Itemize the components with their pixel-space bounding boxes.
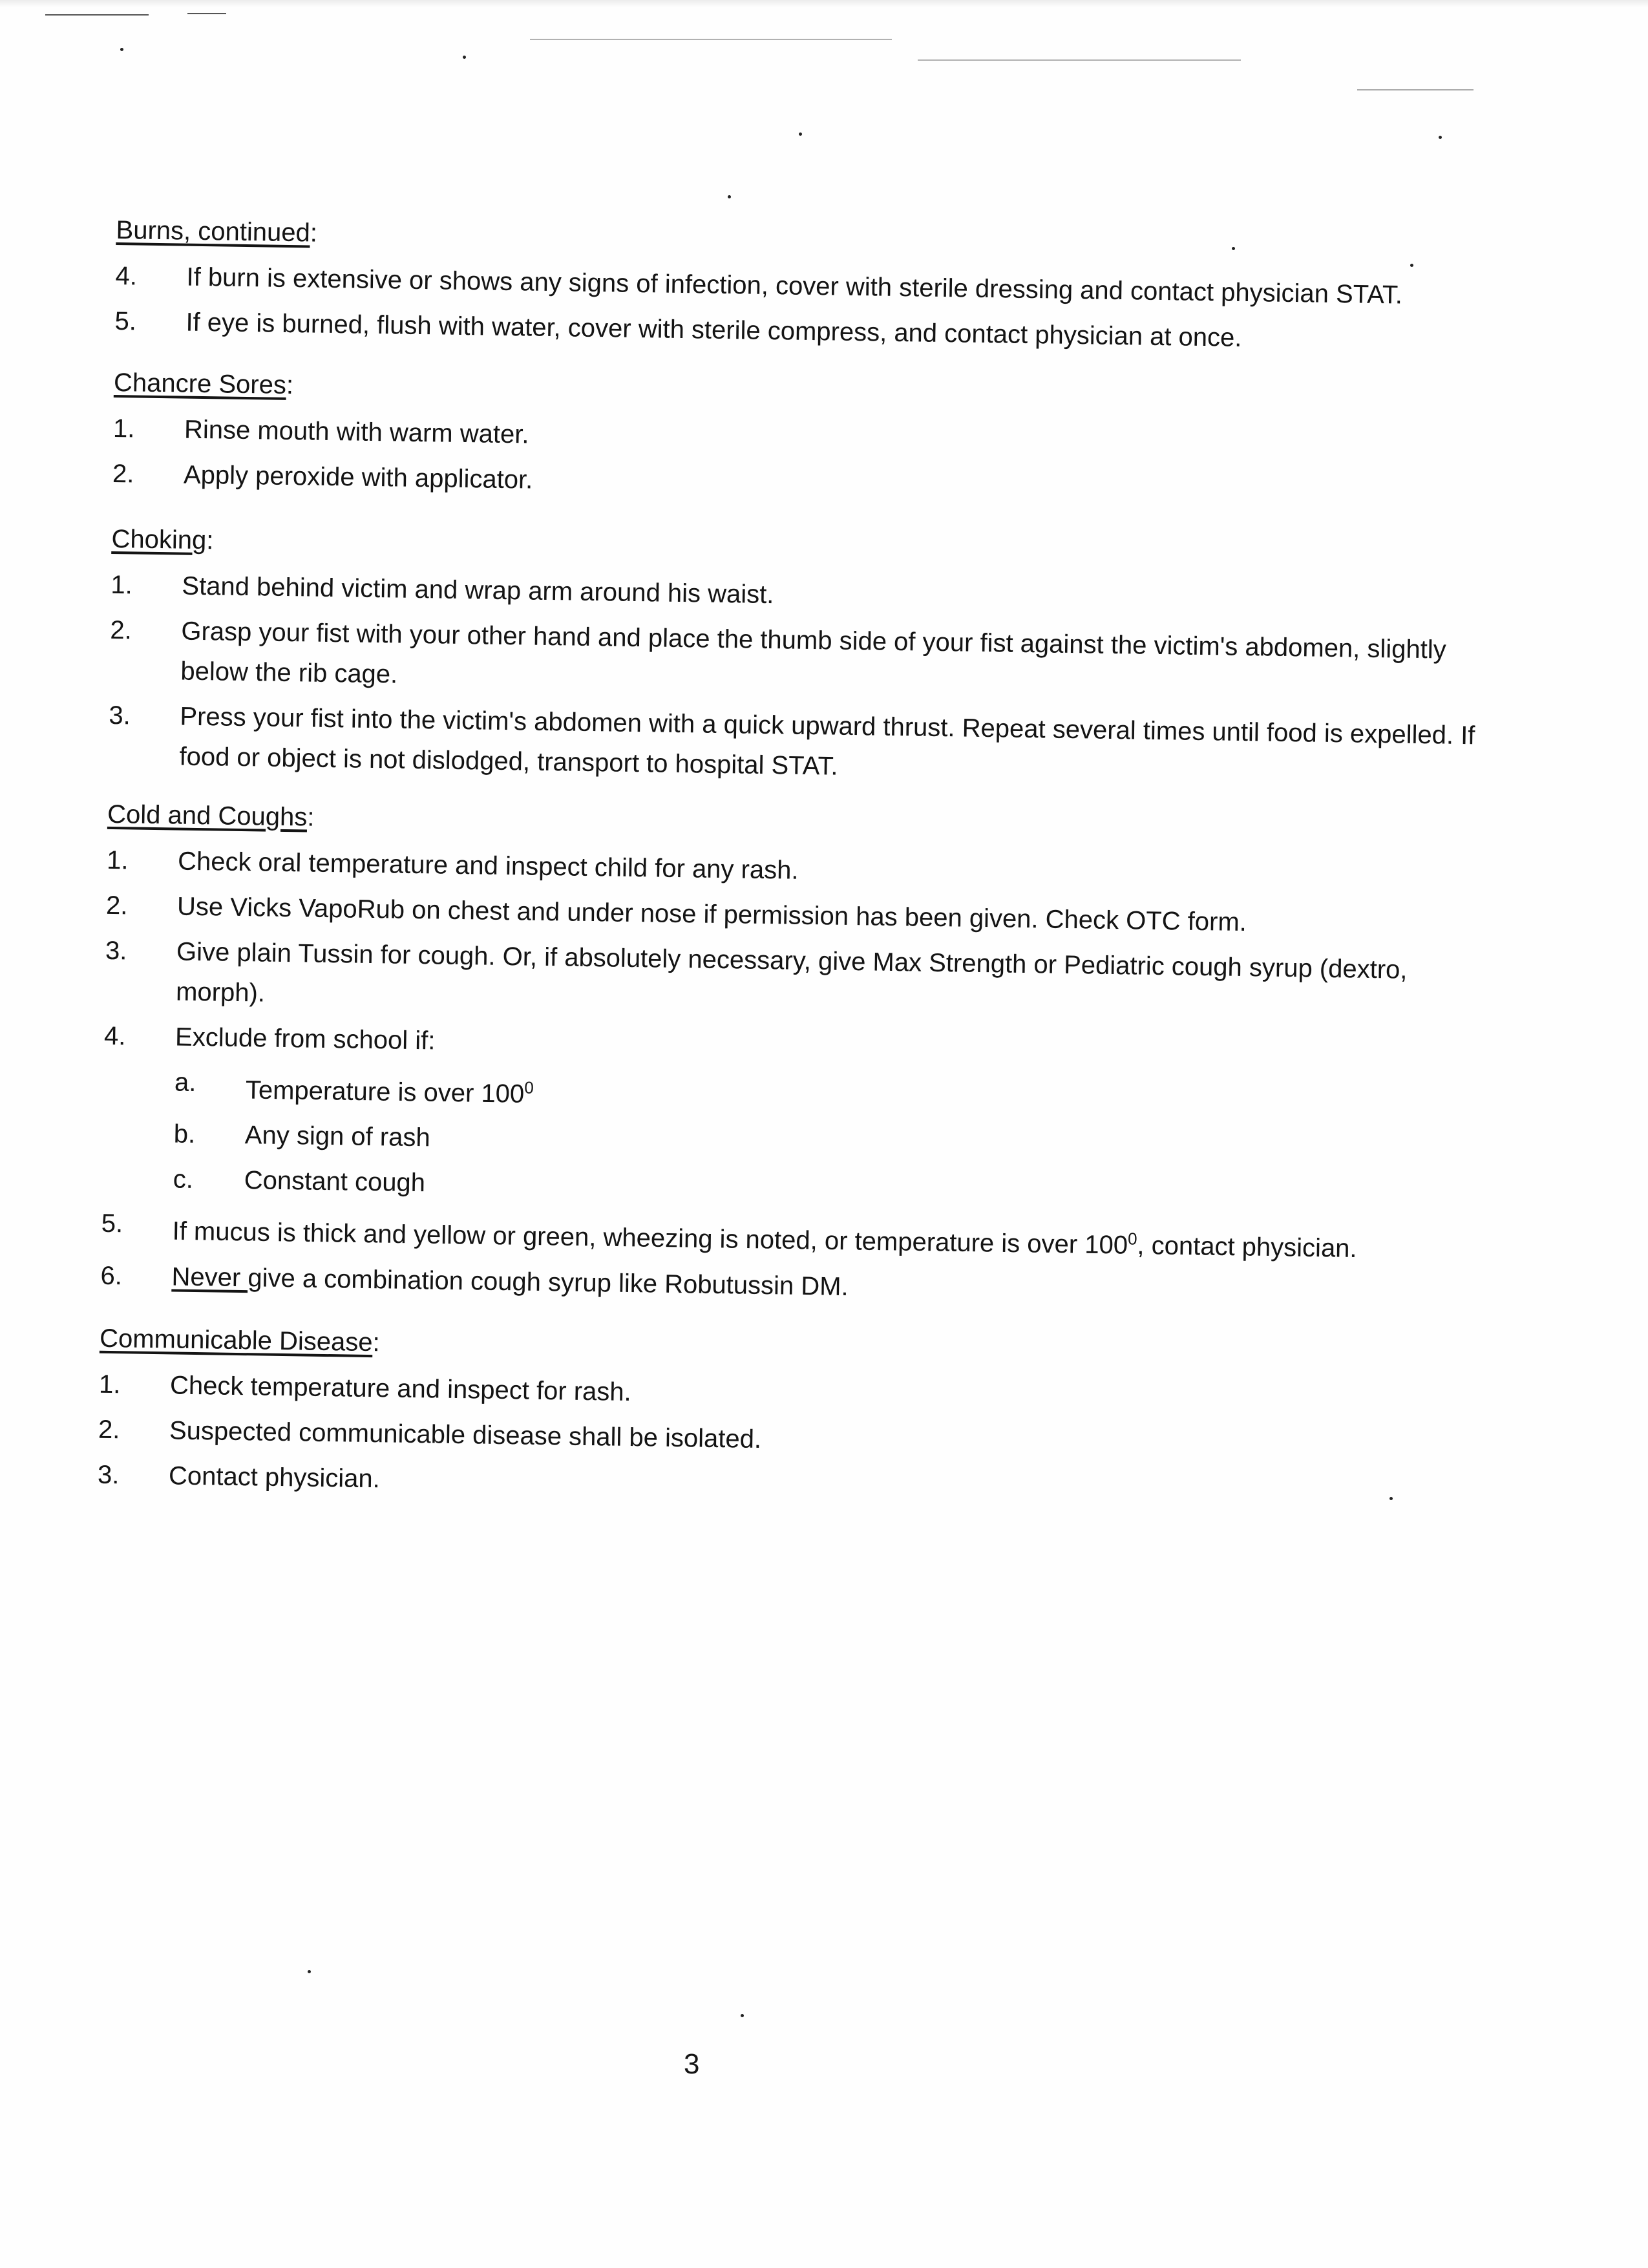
list-item [105,931,1476,1031]
scan-edge [0,0,1648,8]
item-text: Use Vicks VapoRub on chest and under nose if permission has been given. Check OTC form. [176,892,1247,937]
item-text: Apply peroxide with applicator. [183,460,533,494]
scan-artifact [1357,89,1474,90]
scan-artifact [918,59,1241,61]
scan-speck [120,48,123,51]
section-heading: Communicable Disease: [99,1324,380,1357]
item-text: Never give a combination cough syrup like Robutussin DM. [171,1262,849,1301]
document-body [97,213,1486,1520]
item-text: Suspected communicable disease shall be isolated. [169,1416,762,1454]
item-text: Rinse mouth with warm water. [184,415,529,449]
item-number: 2. [98,1415,120,1444]
section-heading: Choking: [111,524,214,555]
item-text: Any sign of rash [244,1121,430,1152]
scan-speck [1439,136,1442,139]
degree-mark: 0 [1127,1229,1137,1249]
scan-speck [308,1970,311,1973]
section-burns [114,213,1486,361]
section-cold-and-coughs [100,798,1477,1316]
item-text: Contact physician. [168,1461,381,1493]
item-number: 2. [105,891,128,920]
item-number: 1. [111,570,133,600]
scan-speck [728,195,731,198]
section-heading: Cold and Coughs: [107,800,315,832]
item-text: Check temperature and inspect for rash. [169,1371,632,1406]
item-number: 1. [98,1370,121,1399]
page-number: 3 [684,2048,700,2080]
item-number: 2. [112,459,134,489]
item-number: 1. [106,845,129,875]
section-heading: Burns, continued: [116,215,318,248]
item-number: 3. [109,701,131,730]
item-text: Press your fist into the victim's abdomen with a quick upward thrust. Repeat several times until food is expelled. If food or object is not dislodged, transport to hospital STAT. [179,702,1475,781]
scan-artifact [187,13,226,14]
item-number: 3. [97,1460,120,1489]
item-number: 6. [100,1261,123,1290]
item-number: 5. [114,306,137,336]
scan-artifact [45,14,149,16]
item-letter: b. [173,1119,196,1149]
item-text: Check oral temperature and inspect child for any rash. [177,847,799,885]
scan-speck [463,56,466,59]
section-heading: Chancre Sores: [113,368,294,400]
list-item [109,610,1481,710]
item-letter: a. [174,1068,196,1097]
emphasis-never: Never [171,1262,248,1292]
item-number: 1. [112,414,135,443]
item-letter: c. [173,1165,194,1194]
item-text: Give plain Tussin for cough. Or, if absolutely necessary, give Max Strength or Pediatric cough syrup (dextro, morph). [175,937,1408,1008]
item-number: 3. [105,936,127,966]
item-text: If mucus is thick and yellow or green, wheezing is noted, or temperature is over $100^0$, contact physician. [172,1217,1357,1264]
section-choking [108,522,1482,796]
scan-speck [799,132,802,136]
item-text: Constant cough [244,1166,426,1198]
degree-mark: 0 [524,1077,534,1097]
item-text: If burn is extensive or shows any signs of infection, cover with sterile dressing and contact physician STAT. [186,262,1403,310]
item-number: 5. [101,1209,123,1238]
section-chancre-sores [112,366,1484,514]
scan-artifact [530,39,892,40]
list-item [108,695,1479,796]
scan-speck [741,2014,744,2017]
item-number: 4. [115,261,138,291]
item-text: Stand behind victim and wrap arm around his waist. [182,571,774,609]
item-text: If eye is burned, flush with water, cover with sterile compress, and contact physician at once. [185,308,1242,352]
item-text: Temperature is over $100^0$ [245,1076,534,1108]
item-number: 4. [103,1021,126,1051]
item-text: Grasp your fist with your other hand and place the thumb side of your fist against the victim's abdomen, slightly below the rib cage. [180,617,1447,689]
item-number: 2. [110,615,132,645]
section-communicable-disease [98,1321,1470,1514]
item-text: Exclude from school if: [174,1023,436,1055]
